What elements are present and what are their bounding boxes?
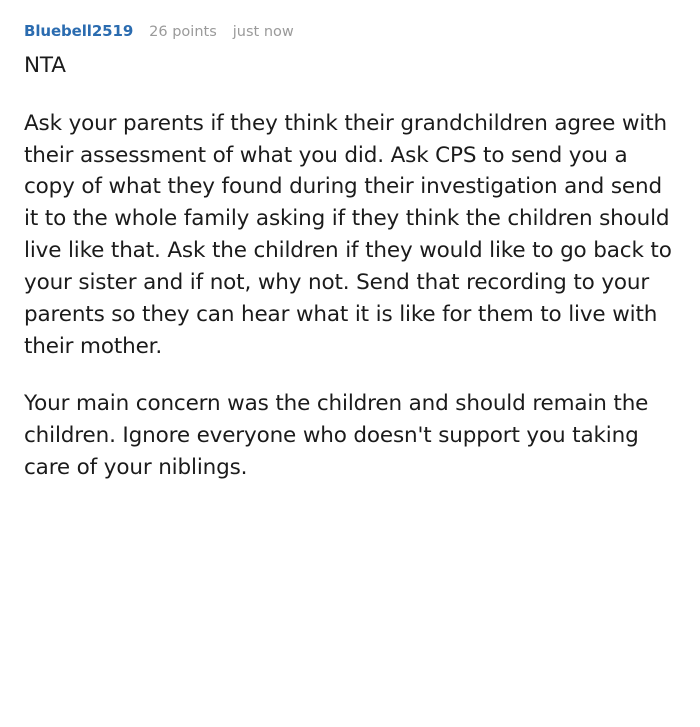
comment-paragraph-1: Ask your parents if they think their grandchildren agree with their assessment of what you did. Ask CPS to send you a copy of what they found during their investigation and send it to the whole family asking if they think the children should live like that. Ask the children if they would like to go back to your sister and if not, why not. Send that recording to your parents so they can hear what it is like for them to live with their mother. — [24, 110, 672, 359]
comment-timestamp: just now — [232, 24, 294, 40]
comment-points: 26 points — [149, 24, 217, 40]
comment-header — [24, 22, 676, 40]
comment-author[interactable]: Bluebell2519 — [24, 22, 134, 40]
comment-body — [24, 50, 676, 484]
comment-paragraph-2: Your main concern was the children and should remain the children. Ignore everyone who doesn't support you taking care of your niblings. — [24, 391, 649, 480]
comment-paragraph-verdict: NTA — [24, 53, 66, 78]
